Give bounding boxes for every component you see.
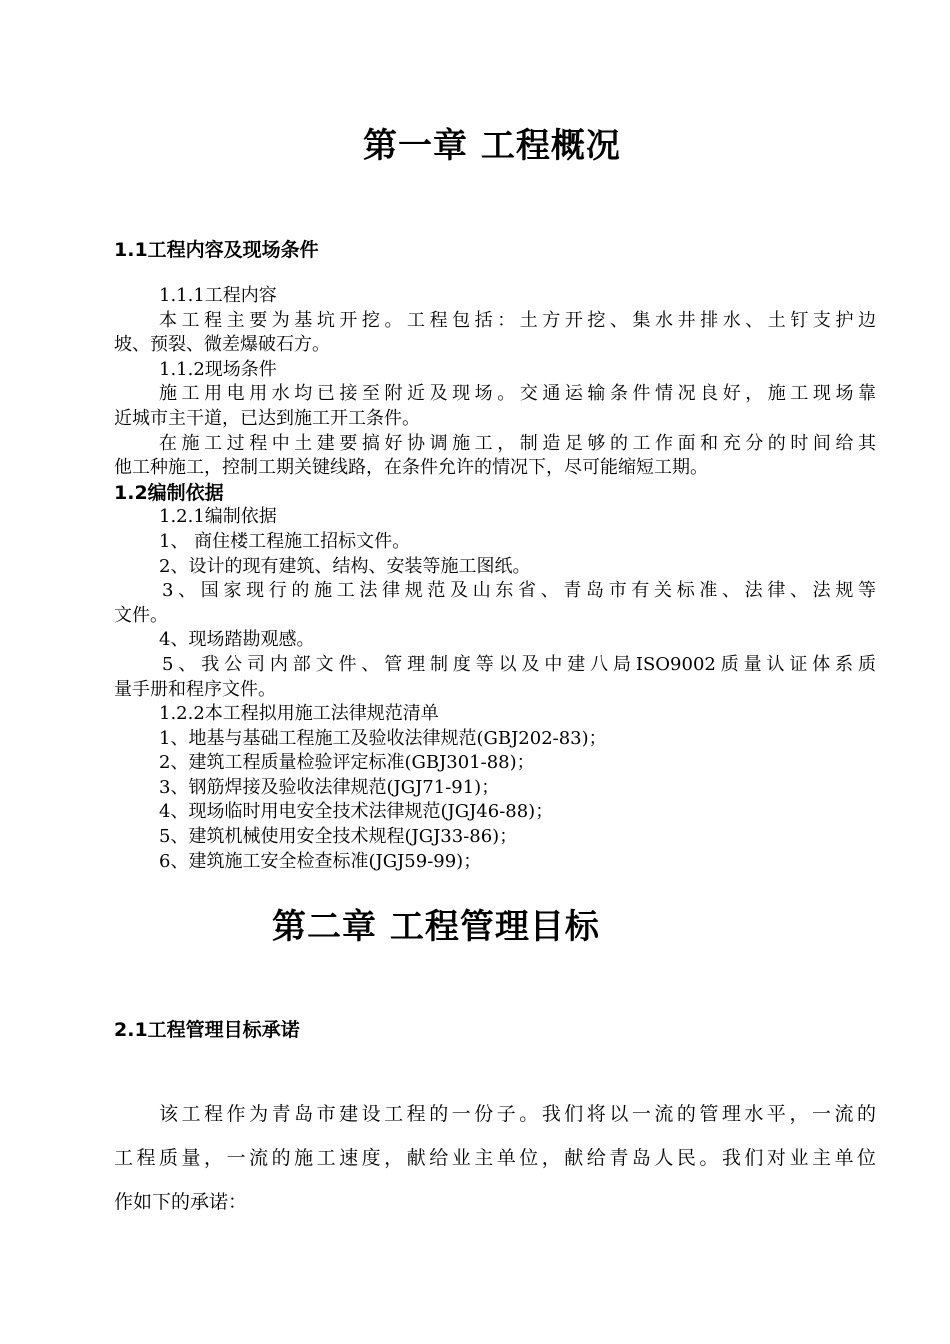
paragraph-line: 本工程主要为基坑开挖。工程包括：土方开挖、集水井排水、土钉支护边 — [159, 309, 876, 331]
section-2-1-heading: 2.1工程管理目标承诺 — [114, 1019, 300, 1041]
paragraph-line: 近城市主干道，已达到施工开工条件。 — [114, 407, 420, 429]
regulation-item: 2、建筑工程质量检验评定标准(GBJ301-88)； — [159, 752, 535, 774]
subsection-1-1-1-label: 1.1.1工程内容 — [159, 285, 277, 306]
list-item-continuation: 文件。 — [114, 604, 168, 626]
section-1-1-heading: 1.1工程内容及现场条件 — [114, 239, 319, 261]
section-1-2-heading-text: 1.2编制依据 — [114, 481, 224, 504]
list-item: 5、我公司内部文件、管理制度等以及中建八局ISO9002质量认证体系质 — [162, 653, 876, 675]
paragraph-line: 坡、预裂、微差爆破石方。 — [114, 334, 330, 356]
list-item-continuation: 量手册和程序文件。 — [114, 678, 276, 700]
paragraph-line: 该工程作为青岛市建设工程的一份子。我们将以一流的管理水平，一流的 — [159, 1103, 876, 1125]
section-1-2-heading — [114, 481, 876, 506]
regulation-item: 5、建筑机械使用安全技术规程(JGJ33-86)； — [159, 826, 518, 848]
subsection-1-2-2-label: 1.2.2本工程拟用施工法律规范清单 — [159, 703, 439, 725]
regulation-item: 1、地基与基础工程施工及验收法律规范(GBJ202-83)； — [159, 727, 607, 749]
paragraph-line: 在施工过程中土建要搞好协调施工，制造足够的工作面和充分的时间给其 — [159, 432, 876, 454]
paragraph-line: 他工种施工，控制工期关键线路，在条件允许的情况下，尽可能缩短工期。 — [114, 457, 708, 479]
list-item: 4、现场踏勘观感。 — [159, 629, 315, 651]
section-2-1-body — [114, 1092, 876, 1224]
regulation-item: 4、现场临时用电安全技术法律规范(JGJ46-88)； — [159, 801, 554, 823]
chapter-1-title: 第一章 工程概况 — [363, 126, 621, 166]
list-item: 2、设计的现有建筑、结构、安装等施工图纸。 — [159, 555, 531, 577]
chapter-2-title: 第二章 工程管理目标 — [272, 907, 600, 947]
regulation-item: 3、钢筋焊接及验收法律规范(JGJ71-91)； — [159, 776, 500, 798]
regulation-item: 6、建筑施工安全检查标准(JGJ59-99)； — [159, 850, 482, 872]
subsection-1-2-1-label: 1.2.1编制依据 — [159, 506, 277, 528]
section-1-1-body — [114, 284, 876, 874]
subsection-1-1-2-label: 1.1.2现场条件 — [159, 358, 277, 380]
paragraph-line: 施工用电用水均已接至附近及现场。交通运输条件情况良好，施工现场靠 — [159, 383, 876, 405]
list-item: 1、 商住楼工程施工招标文件。 — [159, 530, 411, 552]
list-item: 3、国家现行的施工法律规范及山东省、青岛市有关标准、法律、法规等 — [162, 580, 876, 602]
paragraph-line: 工程质量，一流的施工速度，献给业主单位，献给青岛人民。我们对业主单位 — [114, 1147, 876, 1169]
paragraph-line: 作如下的承诺： — [114, 1191, 248, 1213]
